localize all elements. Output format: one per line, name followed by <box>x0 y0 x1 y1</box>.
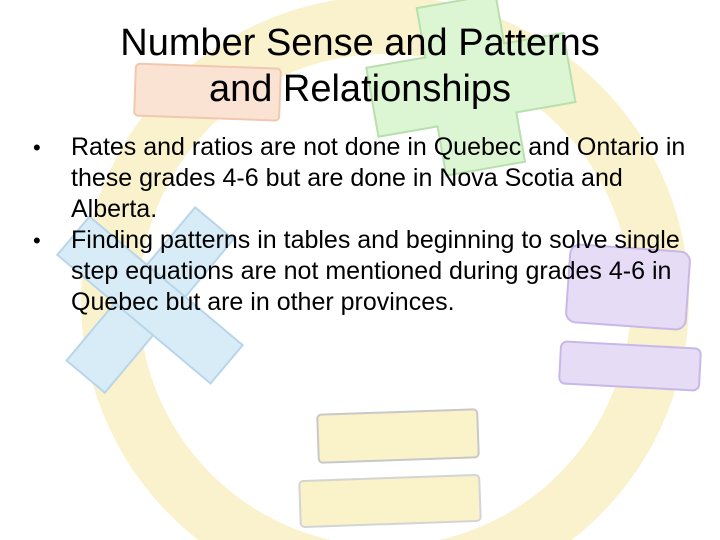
slide-title-line-1: Number Sense and Patterns <box>120 22 600 64</box>
bullet-text-1: Rates and ratios are not done in Quebec and Ontario in these grades 4-6 but are done in Nova Scotia and Alberta. <box>71 133 686 223</box>
bullet-dot-icon: • <box>33 135 41 160</box>
equals-shape <box>299 409 480 527</box>
bullet-dot-icon: • <box>33 228 41 253</box>
slide-title <box>40 20 680 112</box>
slide-title-line-2: and Relationships <box>208 68 512 110</box>
bullet-item-2 <box>30 225 690 318</box>
bullet-item-1 <box>30 132 690 225</box>
bullet-text-2: Finding patterns in tables and beginning to solve single step equations are not mentioned during grades 4-6 in Quebec but are in other provinces. <box>71 226 680 316</box>
bullet-list <box>30 132 690 318</box>
